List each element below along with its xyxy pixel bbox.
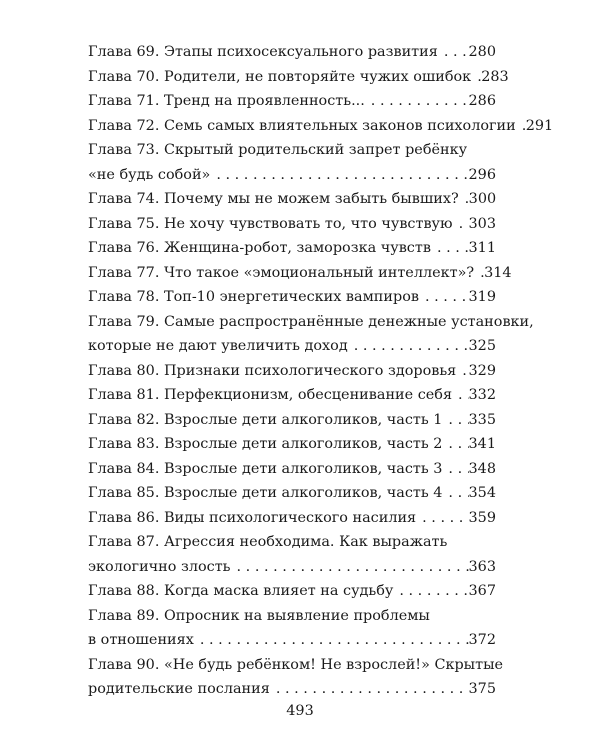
chapter-title: Глава 71. Тренд на проявленность... [88, 93, 365, 109]
toc-entry-last-line [88, 334, 496, 359]
toc-entry [88, 457, 496, 482]
toc-entry-line [88, 653, 504, 678]
chapter-title: Глава 70. Родители, не повторяйте чужих ошибок [88, 68, 472, 85]
chapter-page-number: 319 [468, 289, 496, 305]
chapter-title: Глава 72. Семь самых влиятельных законов психологии [88, 117, 516, 134]
dot-leader [365, 89, 469, 114]
toc-entry-line [88, 604, 496, 629]
chapter-page-number: 354 [468, 485, 496, 501]
dot-leader [431, 236, 469, 261]
dot-leader [456, 359, 468, 384]
chapter-page-number: 335 [468, 411, 496, 428]
chapter-title: Глава 79. Самые распространённые денежные установки, [88, 313, 534, 330]
dot-leader [442, 457, 468, 482]
chapter-page-number: 296 [468, 166, 496, 183]
dot-leader [459, 187, 469, 212]
chapter-title: Глава 88. Когда маска влияет на судьбу [88, 583, 394, 599]
chapter-page-number: 314 [484, 264, 512, 281]
chapter-title: Глава 82. Взрослые дети алкоголиков, часть 1 [88, 411, 443, 428]
chapter-page-number: 359 [468, 509, 496, 526]
toc-entry-last-line [88, 555, 496, 580]
chapter-page-number: 367 [468, 583, 496, 599]
chapter-page-number: 329 [468, 362, 496, 379]
toc-entry [88, 408, 496, 433]
chapter-title: экологично злость [88, 558, 231, 575]
chapter-page-number: 286 [468, 93, 496, 109]
chapter-title: Глава 80. Признаки психологического здоровья [88, 362, 457, 379]
toc-entry-last-line [88, 677, 496, 702]
dot-leader [210, 163, 468, 188]
chapter-title: Глава 76. Женщина-робот, заморозка чувств [88, 240, 431, 256]
dot-leader [419, 285, 469, 310]
toc-entry-line [88, 138, 496, 163]
toc-entry [88, 65, 509, 90]
chapter-page-number: 303 [468, 215, 496, 232]
toc-entry [88, 481, 496, 506]
toc-entry-last-line [88, 65, 509, 90]
toc-entry-last-line [88, 506, 496, 531]
chapter-page-number: 325 [468, 338, 496, 354]
chapter-page-number: 280 [468, 44, 496, 60]
toc-entry-last-line [88, 89, 496, 114]
toc-entry-last-line [88, 408, 496, 433]
dot-leader [348, 334, 469, 359]
toc-entry [88, 530, 496, 579]
toc-entry-last-line [88, 212, 496, 237]
chapter-title: Глава 75. Не хочу чувствовать то, что чувствую [88, 215, 453, 232]
dot-leader [442, 432, 468, 457]
toc-entry-last-line [88, 114, 554, 139]
toc-entry [88, 579, 496, 604]
chapter-title: Глава 81. Перфекционизм, обесценивание себя [88, 387, 453, 403]
toc-entry [88, 383, 496, 408]
toc-entry [88, 432, 496, 457]
chapter-page-number: 375 [468, 681, 496, 697]
chapter-title: Глава 85. Взрослые дети алкоголиков, часть 4 [88, 485, 443, 501]
chapter-page-number: 348 [468, 460, 496, 477]
toc-entry [88, 212, 496, 237]
toc-entry [88, 653, 504, 702]
chapter-page-number: 283 [481, 68, 509, 85]
chapter-title: родительские послания [88, 681, 270, 697]
dot-leader [416, 506, 468, 531]
chapter-title: Глава 87. Агрессия необходима. Как выражать [88, 534, 448, 550]
toc-entry [88, 604, 496, 653]
toc-entry [88, 236, 496, 261]
toc-entry-last-line [88, 432, 496, 457]
dot-leader [393, 579, 468, 604]
chapter-title: Глава 90. «Не будь ребёнком! Не взрослей!» Скрытые [88, 656, 504, 673]
chapter-page-number: 311 [468, 240, 496, 256]
toc-entry-last-line [88, 187, 496, 212]
chapter-title: «не будь собой» [88, 166, 211, 183]
toc-entry-last-line [88, 383, 496, 408]
toc-entry-last-line [88, 359, 496, 384]
toc-entry-line [88, 530, 496, 555]
toc-entry [88, 40, 496, 65]
dot-leader [231, 555, 469, 580]
dot-leader [442, 481, 468, 506]
dot-leader [452, 383, 469, 408]
toc-entry-last-line [88, 579, 496, 604]
chapter-page-number: 332 [468, 387, 496, 403]
chapter-page-number: 341 [468, 436, 496, 452]
dot-leader [438, 40, 469, 65]
chapter-page-number: 363 [468, 558, 496, 575]
chapter-title: Глава 89. Опросник на выявление проблемы [88, 607, 430, 624]
chapter-title: Глава 77. Что такое «эмоциональный интеллект»? [88, 264, 475, 281]
toc-entry [88, 114, 554, 139]
chapter-title: которые не дают увеличить доход [88, 338, 348, 354]
dot-leader [474, 261, 484, 286]
chapter-title: Глава 74. Почему мы не можем забыть бывших? [88, 191, 459, 207]
toc-entry [88, 89, 496, 114]
toc-entry-last-line [88, 40, 496, 65]
toc-entry [88, 187, 496, 212]
toc-entry-last-line [88, 236, 496, 261]
chapter-page-number: 291 [525, 117, 554, 134]
toc-entry-last-line [88, 163, 496, 188]
toc-entry [88, 285, 496, 310]
toc-entry [88, 261, 512, 286]
table-of-contents [88, 40, 554, 702]
chapter-title: в отношениях [88, 632, 194, 648]
dot-leader [194, 628, 469, 653]
chapter-title: Глава 84. Взрослые дети алкоголиков, часть 3 [88, 460, 443, 477]
toc-entry-last-line [88, 628, 496, 653]
toc-entry [88, 359, 496, 384]
toc-entry [88, 138, 496, 187]
toc-entry-last-line [88, 457, 496, 482]
chapter-title: Глава 78. Топ-10 энергетических вампиров [88, 289, 419, 305]
dot-leader [270, 677, 469, 702]
chapter-title: Глава 83. Взрослые дети алкоголиков, часть 2 [88, 436, 443, 452]
chapter-title: Глава 86. Виды психологического насилия [88, 509, 417, 526]
dot-leader [471, 65, 481, 90]
dot-leader [516, 114, 526, 139]
toc-entry-last-line [88, 285, 496, 310]
chapter-title: Глава 73. Скрытый родительский запрет ребёнку [88, 142, 468, 158]
chapter-page-number: 372 [468, 632, 496, 648]
chapter-title: Глава 69. Этапы психосексуального развития [88, 44, 438, 60]
toc-entry-line [88, 310, 534, 335]
page-number: 493 [286, 703, 314, 719]
toc-entry-last-line [88, 481, 496, 506]
toc-entry-last-line [88, 261, 512, 286]
toc-entry [88, 506, 496, 531]
toc-entry [88, 310, 534, 359]
dot-leader [442, 408, 468, 433]
dot-leader [453, 212, 469, 237]
chapter-page-number: 300 [468, 191, 497, 207]
